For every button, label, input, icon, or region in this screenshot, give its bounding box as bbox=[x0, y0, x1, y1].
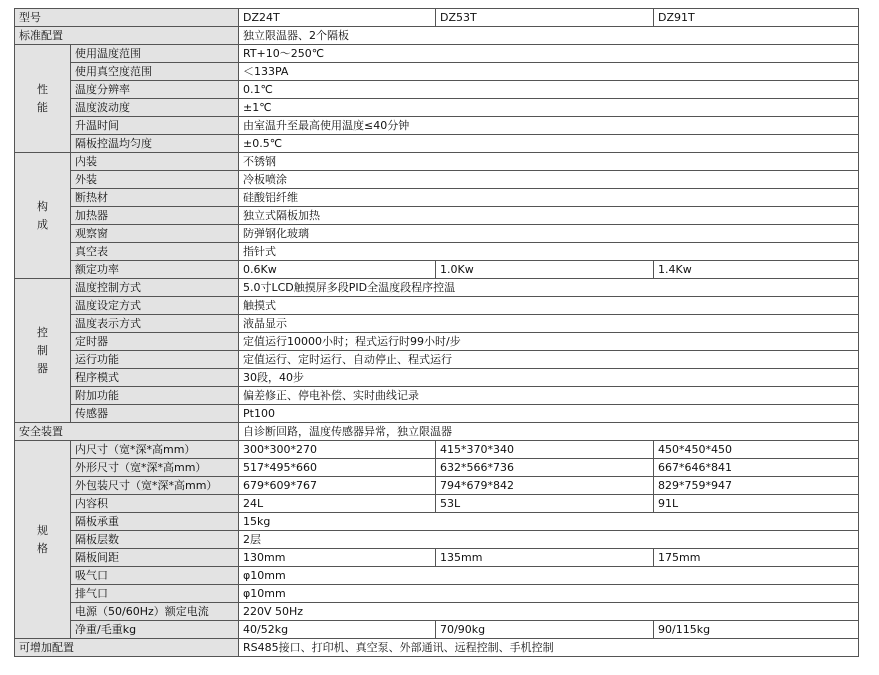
spec-row bbox=[15, 531, 859, 549]
volume-label: 内容积 bbox=[71, 495, 239, 513]
ctrl-label: 温度表示方式 bbox=[71, 315, 239, 333]
volume-dz53t: 53L bbox=[436, 495, 654, 513]
power-supply-label: 电源（50/60Hz）额定电流 bbox=[71, 603, 239, 621]
ctrl-label: 温度设定方式 bbox=[71, 297, 239, 315]
spec-row bbox=[15, 477, 859, 495]
ctrl-row bbox=[15, 297, 859, 315]
ctrl-value: 定值运行10000小时；程式运行时99小时/步 bbox=[239, 333, 859, 351]
inner-size-dz24t: 300*300*270 bbox=[239, 441, 436, 459]
ctrl-row bbox=[15, 405, 859, 423]
spec-row bbox=[15, 495, 859, 513]
perf-row bbox=[15, 63, 859, 81]
ctrl-value: 触摸式 bbox=[239, 297, 859, 315]
weight-dz91t: 90/115kg bbox=[654, 621, 859, 639]
spec-sheet bbox=[14, 8, 859, 657]
outer-size-label: 外形尺寸（宽*深*高mm） bbox=[71, 459, 239, 477]
standard-label: 标准配置 bbox=[15, 27, 239, 45]
ctrl-label: 程序模式 bbox=[71, 369, 239, 387]
perf-row bbox=[15, 45, 859, 63]
ctrl-row bbox=[15, 369, 859, 387]
perf-label: 温度波动度 bbox=[71, 99, 239, 117]
shelf-count-value: 2层 bbox=[239, 531, 859, 549]
struct-value: 硅酸铝纤维 bbox=[239, 189, 859, 207]
spec-row bbox=[15, 621, 859, 639]
inner-size-dz53t: 415*370*340 bbox=[436, 441, 654, 459]
ctrl-row bbox=[15, 333, 859, 351]
perf-value: ＜133PA bbox=[239, 63, 859, 81]
ctrl-label: 定时器 bbox=[71, 333, 239, 351]
outer-size-dz91t: 667*646*841 bbox=[654, 459, 859, 477]
ctrl-value: 定值运行、定时运行、自动停止、程式运行 bbox=[239, 351, 859, 369]
ctrl-value: 30段，40步 bbox=[239, 369, 859, 387]
options-label: 可增加配置 bbox=[15, 639, 239, 657]
safety-value: 自诊断回路，温度传感器异常，独立限温器 bbox=[239, 423, 859, 441]
performance-group bbox=[15, 45, 71, 153]
struct-value: 冷板喷涂 bbox=[239, 171, 859, 189]
perf-row bbox=[15, 99, 859, 117]
shelf-spacing-dz53t: 135mm bbox=[436, 549, 654, 567]
perf-value: ±0.5℃ bbox=[239, 135, 859, 153]
ctrl-value: Pt100 bbox=[239, 405, 859, 423]
specs-group-label: 规格 bbox=[37, 523, 48, 555]
struct-label: 内装 bbox=[71, 153, 239, 171]
perf-label: 升温时间 bbox=[71, 117, 239, 135]
outer-size-dz53t: 632*566*736 bbox=[436, 459, 654, 477]
intake-label: 吸气口 bbox=[71, 567, 239, 585]
ctrl-value: 液晶显示 bbox=[239, 315, 859, 333]
struct-row bbox=[15, 171, 859, 189]
perf-value: 由室温升至最高使用温度≤40分钟 bbox=[239, 117, 859, 135]
ctrl-value: 5.0寸LCD触摸屏多段PID全温度段程序控温 bbox=[239, 279, 859, 297]
power-row bbox=[15, 261, 859, 279]
options-value: RS485接口、打印机、真空泵、外部通讯、远程控制、手机控制 bbox=[239, 639, 859, 657]
ctrl-row bbox=[15, 279, 859, 297]
exhaust-label: 排气口 bbox=[71, 585, 239, 603]
struct-row bbox=[15, 225, 859, 243]
power-label: 额定功率 bbox=[71, 261, 239, 279]
spec-row bbox=[15, 459, 859, 477]
weight-dz53t: 70/90kg bbox=[436, 621, 654, 639]
struct-label: 真空表 bbox=[71, 243, 239, 261]
struct-row bbox=[15, 153, 859, 171]
shelf-spacing-dz24t: 130mm bbox=[239, 549, 436, 567]
struct-row bbox=[15, 243, 859, 261]
volume-dz24t: 24L bbox=[239, 495, 436, 513]
ctrl-value: 偏差修正、停电补偿、实时曲线记录 bbox=[239, 387, 859, 405]
structure-group bbox=[15, 153, 71, 279]
controller-group-label: 控制器 bbox=[37, 325, 48, 375]
shelf-spacing-label: 隔板间距 bbox=[71, 549, 239, 567]
perf-label: 温度分辨率 bbox=[71, 81, 239, 99]
weight-dz24t: 40/52kg bbox=[239, 621, 436, 639]
perf-label: 使用真空度范围 bbox=[71, 63, 239, 81]
shelf-load-value: 15kg bbox=[239, 513, 859, 531]
standard-value: 独立限温器、2个隔板 bbox=[239, 27, 859, 45]
model-dz91t: DZ91T bbox=[654, 9, 859, 27]
inner-size-dz91t: 450*450*450 bbox=[654, 441, 859, 459]
perf-row bbox=[15, 81, 859, 99]
safety-label: 安全装置 bbox=[15, 423, 239, 441]
pack-size-dz53t: 794*679*842 bbox=[436, 477, 654, 495]
ctrl-label: 运行功能 bbox=[71, 351, 239, 369]
model-label: 型号 bbox=[15, 9, 239, 27]
performance-group-label: 性能 bbox=[37, 82, 48, 114]
perf-label: 使用温度范围 bbox=[71, 45, 239, 63]
perf-value: ±1℃ bbox=[239, 99, 859, 117]
ctrl-label: 附加功能 bbox=[71, 387, 239, 405]
safety-row bbox=[15, 423, 859, 441]
header-row bbox=[15, 9, 859, 27]
struct-label: 断热材 bbox=[71, 189, 239, 207]
struct-row bbox=[15, 189, 859, 207]
shelf-count-label: 隔板层数 bbox=[71, 531, 239, 549]
ctrl-label: 传感器 bbox=[71, 405, 239, 423]
exhaust-value: φ10mm bbox=[239, 585, 859, 603]
ctrl-row bbox=[15, 351, 859, 369]
options-row bbox=[15, 639, 859, 657]
model-dz53t: DZ53T bbox=[436, 9, 654, 27]
struct-value: 指针式 bbox=[239, 243, 859, 261]
power-supply-value: 220V 50Hz bbox=[239, 603, 859, 621]
struct-value: 防弹钢化玻璃 bbox=[239, 225, 859, 243]
outer-size-dz24t: 517*495*660 bbox=[239, 459, 436, 477]
struct-label: 外装 bbox=[71, 171, 239, 189]
perf-value: RT+10～250℃ bbox=[239, 45, 859, 63]
model-dz24t: DZ24T bbox=[239, 9, 436, 27]
pack-size-label: 外包装尺寸（宽*深*高mm） bbox=[71, 477, 239, 495]
spec-table bbox=[14, 8, 859, 657]
power-dz91t: 1.4Kw bbox=[654, 261, 859, 279]
perf-value: 0.1℃ bbox=[239, 81, 859, 99]
volume-dz91t: 91L bbox=[654, 495, 859, 513]
struct-label: 加热器 bbox=[71, 207, 239, 225]
intake-value: φ10mm bbox=[239, 567, 859, 585]
pack-size-dz91t: 829*759*947 bbox=[654, 477, 859, 495]
specs-group bbox=[15, 441, 71, 639]
standard-row bbox=[15, 27, 859, 45]
spec-row bbox=[15, 585, 859, 603]
spec-row bbox=[15, 441, 859, 459]
shelf-spacing-dz91t: 175mm bbox=[654, 549, 859, 567]
shelf-load-label: 隔板承重 bbox=[71, 513, 239, 531]
spec-row bbox=[15, 603, 859, 621]
power-dz24t: 0.6Kw bbox=[239, 261, 436, 279]
perf-row bbox=[15, 117, 859, 135]
struct-value: 独立式隔板加热 bbox=[239, 207, 859, 225]
inner-size-label: 内尺寸（宽*深*高mm） bbox=[71, 441, 239, 459]
ctrl-label: 温度控制方式 bbox=[71, 279, 239, 297]
struct-row bbox=[15, 207, 859, 225]
pack-size-dz24t: 679*609*767 bbox=[239, 477, 436, 495]
structure-group-label: 构成 bbox=[37, 199, 48, 231]
controller-group bbox=[15, 279, 71, 423]
perf-row bbox=[15, 135, 859, 153]
struct-label: 观察窗 bbox=[71, 225, 239, 243]
spec-row bbox=[15, 567, 859, 585]
ctrl-row bbox=[15, 315, 859, 333]
weight-label: 净重/毛重kg bbox=[71, 621, 239, 639]
power-dz53t: 1.0Kw bbox=[436, 261, 654, 279]
ctrl-row bbox=[15, 387, 859, 405]
spec-row bbox=[15, 549, 859, 567]
struct-value: 不锈钢 bbox=[239, 153, 859, 171]
perf-label: 隔板控温均匀度 bbox=[71, 135, 239, 153]
spec-row bbox=[15, 513, 859, 531]
